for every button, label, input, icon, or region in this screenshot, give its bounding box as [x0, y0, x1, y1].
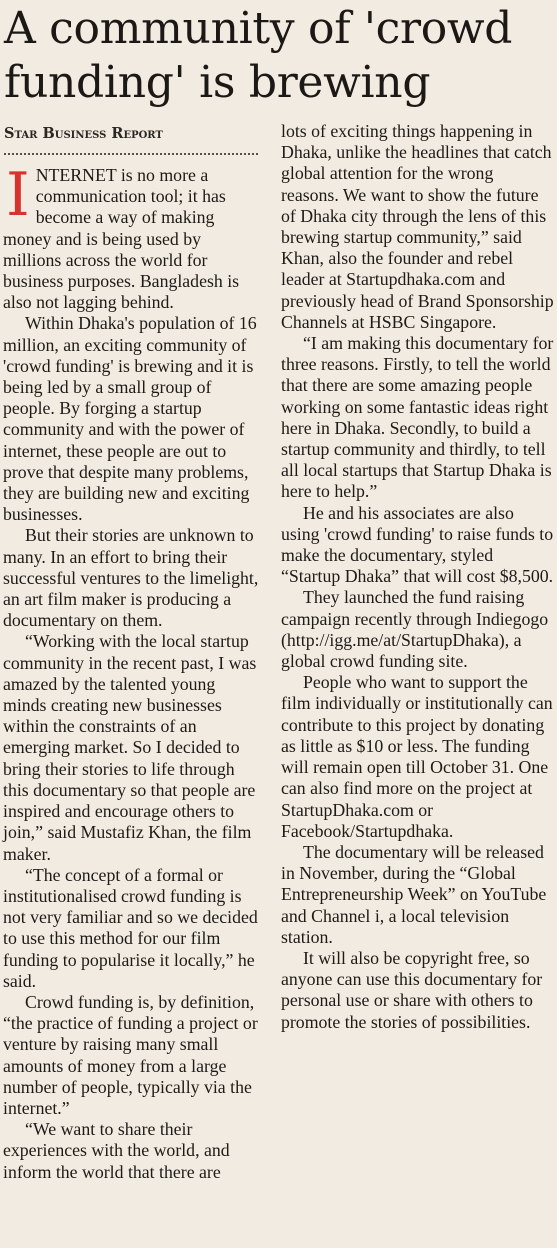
paragraph: People who want to support the film individually or institutionally can contribute to this project by donating as little as $10 or less. The funding will remain open till October 31. One can also find more on the project at StartupDhaka.com or Facebook/Startupdhaka. — [281, 672, 553, 841]
paragraph: “I am making this documentary for three reasons. Firstly, to tell the world that there are some amazing people working on some fantastic ideas right here in Dhaka. Secondly, to build a startup community and thirdly, to tell all local startups that Startup Dhaka is here to help.” — [281, 333, 554, 502]
paragraph: “Working with the local startup community in the recent past, I was amazed by the talented young minds creating new businesses within the constraints of an emerging market. So I decided to bring their stories to life through this documentary so that people are inspired and encourage others to join,” said Mustafiz Khan, the film maker. — [3, 631, 257, 864]
paragraph: “The concept of a formal or institutionalised crowd funding is not very familiar and so we decided to use this method for our film funding to popularise it locally,” he said. — [3, 864, 258, 991]
byline: Star Business Report — [4, 125, 163, 142]
paragraph: It will also be copyright free, so anyone can use this documentary for personal use or share with others to promote the stories of possibilities. — [281, 947, 543, 1032]
paragraph: The documentary will be released in November, during the “Global Entrepreneurship Week” on YouTube and Channel i, a local television station. — [281, 841, 547, 947]
byline-divider — [4, 153, 258, 155]
article-column-1 — [3, 160, 263, 1183]
paragraph: “We want to share their experiences with the world, and inform the world that there are — [3, 1119, 230, 1182]
paragraph: lots of exciting things happening in Dhaka, unlike the headlines that catch global attention for the wrong reasons. We want to show the future of Dhaka city through the lens of this brewing startup community,” said Khan, also the founder and rebel leader at Startupdhaka.com and previously head of Brand Sponsorship Channels at HSBC Singapore. — [281, 121, 554, 332]
drop-cap: I — [6, 160, 30, 230]
paragraph: He and his associates are also using 'crowd funding' to raise funds to make the documentary, styled “Startup Dhaka” that will cost $8,500. — [281, 502, 554, 587]
paragraph: Within Dhaka's population of 16 million, an exciting community of 'crowd funding' is brewing and it is being led by a small group of people. By forging a startup community and with the power of internet, these people are out to prove that despite many problems, they are building new and exciting businesses. — [3, 313, 257, 525]
paragraph: They launched the fund raising campaign recently through Indiegogo (http://igg.me/at/StartupDhaka), a global crowd funding site. — [281, 587, 549, 672]
paragraph: But their stories are unknown to many. In an effort to bring their successful ventures to the limelight, an art film maker is producing a documentary on them. — [3, 525, 259, 631]
headline: A community of 'crowd funding' is brewing — [4, 3, 513, 108]
paragraph — [3, 160, 263, 313]
paragraph: Crowd funding is, by definition, “the practice of funding a project or venture by raising many small amounts of money from a large number of people, typically via the internet.” — [3, 991, 258, 1118]
paragraph-text: NTERNET is no more a communication tool; it has become a way of making money and is being used by millions across the world for business purposes. Bangladesh is also not lagging behind. — [3, 165, 240, 313]
article-column-2 — [281, 121, 555, 1033]
